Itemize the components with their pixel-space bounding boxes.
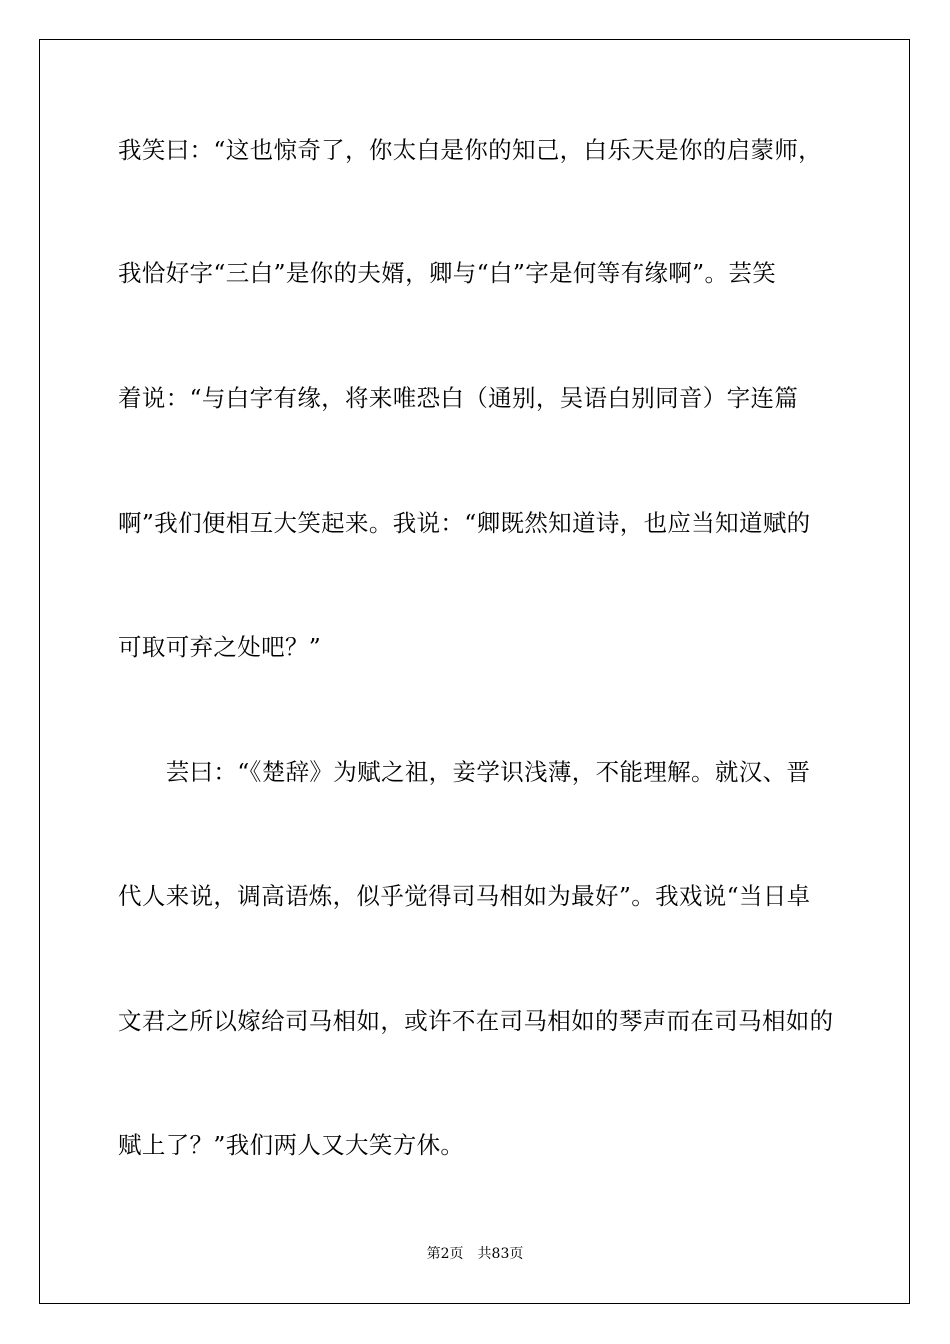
paragraph-line-2: 我恰好字“三白”是你的夫婿，卿与“白”字是何等有缘啊”。芸笑 (118, 259, 777, 287)
paragraph-line-3: 着说：“与白字有缘，将来唯恐白（通别，吴语白别同音）字连篇 (118, 384, 799, 412)
paragraph-line-6: 芸曰：“《楚辞》为赋之祖，妾学识浅薄，不能理解。就汉、晋 (118, 758, 811, 786)
page-border (39, 39, 910, 1304)
paragraph-line-7: 代人来说，调高语炼，似乎觉得司马相如为最好”。我戏说“当日卓 (118, 882, 811, 910)
paragraph-line-5: 可取可弃之处吧？” (118, 633, 322, 661)
paragraph-line-4: 啊”我们便相互大笑起来。我说：“卿既然知道诗，也应当知道赋的 (118, 509, 811, 537)
paragraph-line-1: 我笑曰：“这也惊奇了，你太白是你的知己，白乐天是你的启蒙师， (118, 136, 823, 164)
paragraph-line-9: 赋上了？”我们两人又大笑方休。 (118, 1131, 465, 1159)
paragraph-line-8: 文君之所以嫁给司马相如，或许不在司马相如的琴声而在司马相如的 (118, 1007, 834, 1035)
page-number-footer: 第2页 共83页 (426, 1246, 524, 1262)
